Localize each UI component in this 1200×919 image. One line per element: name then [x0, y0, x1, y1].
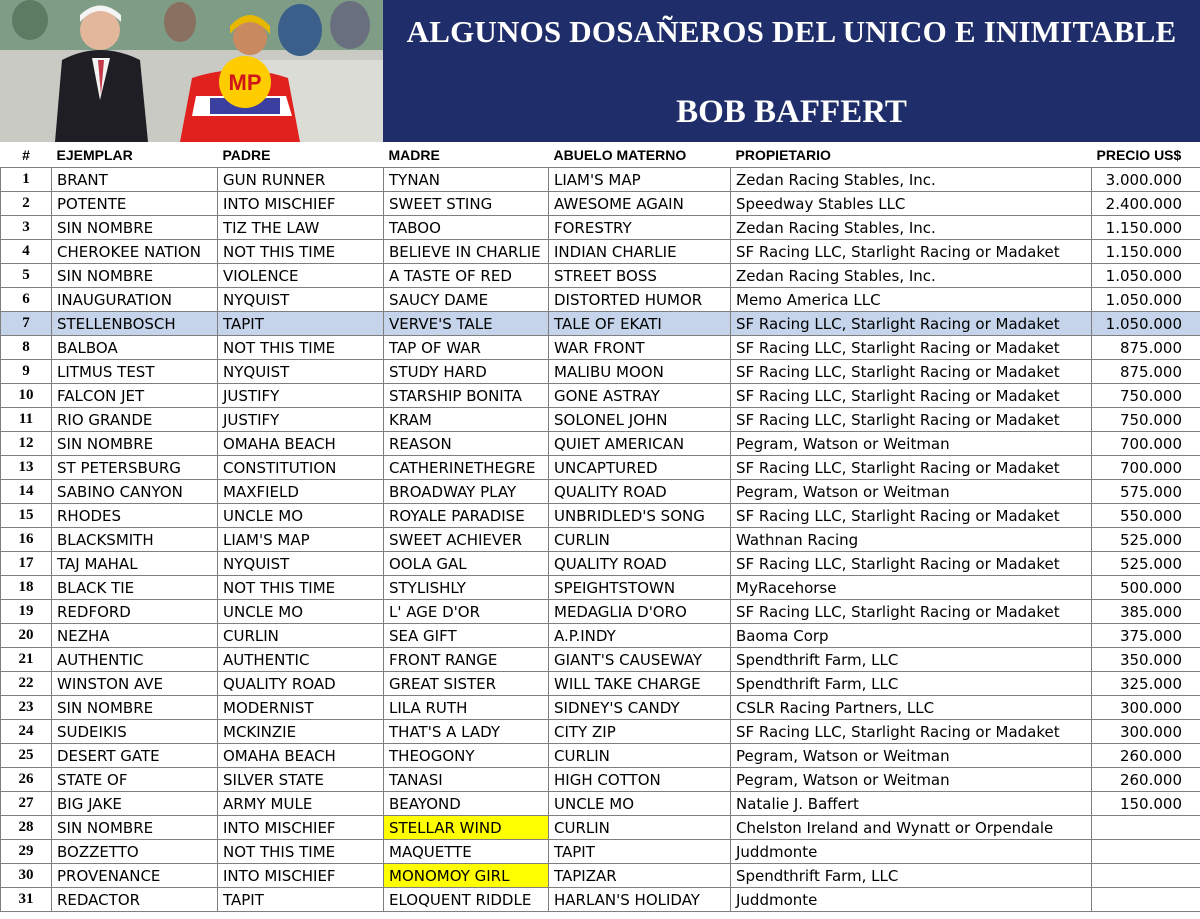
table-cell: 27 — [1, 792, 52, 816]
page-title: ALGUNOS DOSAÑEROS DEL UNICO E INIMITABLE — [406, 14, 1177, 49]
table-row — [1, 168, 1200, 192]
table-cell: TALE OF EKATI — [549, 312, 731, 336]
table-cell: CURLIN — [549, 744, 731, 768]
table-cell: 4 — [1, 240, 52, 264]
table-cell: Wathnan Racing — [731, 528, 1092, 552]
table-cell: UNCLE MO — [218, 504, 384, 528]
table-cell: Zedan Racing Stables, Inc. — [731, 264, 1092, 288]
table-row — [1, 528, 1200, 552]
table-cell: FRONT RANGE — [384, 648, 549, 672]
table-cell: SF Racing LLC, Starlight Racing or Madaket — [731, 312, 1092, 336]
table-cell: VERVE'S TALE — [384, 312, 549, 336]
table-cell: CURLIN — [549, 528, 731, 552]
table-cell: Natalie J. Baffert — [731, 792, 1092, 816]
table-cell: TAPIT — [218, 312, 384, 336]
table-cell: 26 — [1, 768, 52, 792]
table-cell: THEOGONY — [384, 744, 549, 768]
table-cell: Speedway Stables LLC — [731, 192, 1092, 216]
table-cell: NYQUIST — [218, 552, 384, 576]
table-cell: 385.000 — [1092, 600, 1200, 624]
table-cell: BLACKSMITH — [52, 528, 218, 552]
table-row — [1, 336, 1200, 360]
table-cell: SILVER STATE — [218, 768, 384, 792]
table-cell: 260.000 — [1092, 744, 1200, 768]
table-cell: 1.050.000 — [1092, 312, 1200, 336]
table-cell: 1.150.000 — [1092, 240, 1200, 264]
table-cell: SIN NOMBRE — [52, 432, 218, 456]
table-cell: QUALITY ROAD — [549, 480, 731, 504]
table-cell: 300.000 — [1092, 696, 1200, 720]
column-header: MADRE — [384, 142, 549, 168]
table-cell: SF Racing LLC, Starlight Racing or Madaket — [731, 600, 1092, 624]
table-cell: HIGH COTTON — [549, 768, 731, 792]
table-header-row — [1, 142, 1200, 168]
table-cell: INTO MISCHIEF — [218, 864, 384, 888]
table-cell: 31 — [1, 888, 52, 912]
table-cell: 1.050.000 — [1092, 288, 1200, 312]
table-cell: WAR FRONT — [549, 336, 731, 360]
table-cell: STUDY HARD — [384, 360, 549, 384]
table-cell: DISTORTED HUMOR — [549, 288, 731, 312]
table-cell: OOLA GAL — [384, 552, 549, 576]
table-cell: 2 — [1, 192, 52, 216]
table-cell: 1.150.000 — [1092, 216, 1200, 240]
table-cell: A TASTE OF RED — [384, 264, 549, 288]
table-row — [1, 408, 1200, 432]
table-cell: 2.400.000 — [1092, 192, 1200, 216]
table-cell: Zedan Racing Stables, Inc. — [731, 168, 1092, 192]
table-cell: SF Racing LLC, Starlight Racing or Madaket — [731, 456, 1092, 480]
table-cell: A.P.INDY — [549, 624, 731, 648]
table-cell: 3 — [1, 216, 52, 240]
table-cell: TAPIT — [218, 888, 384, 912]
table-row — [1, 720, 1200, 744]
column-header: PROPIETARIO — [731, 142, 1092, 168]
table-row — [1, 648, 1200, 672]
table-cell: SPEIGHTSTOWN — [549, 576, 731, 600]
table-cell: HARLAN'S HOLIDAY — [549, 888, 731, 912]
header-photo — [0, 0, 383, 142]
table-cell: AUTHENTIC — [52, 648, 218, 672]
table-cell: BOZZETTO — [52, 840, 218, 864]
table-cell: 28 — [1, 816, 52, 840]
table-cell: INTO MISCHIEF — [218, 816, 384, 840]
table-cell: NEZHA — [52, 624, 218, 648]
table-cell: JUSTIFY — [218, 408, 384, 432]
table-cell: LIAM'S MAP — [549, 168, 731, 192]
table-cell: BEAYOND — [384, 792, 549, 816]
column-header: PADRE — [218, 142, 384, 168]
table-cell: 29 — [1, 840, 52, 864]
table-cell: Pegram, Watson or Weitman — [731, 744, 1092, 768]
table-cell: 1.050.000 — [1092, 264, 1200, 288]
table-cell: 750.000 — [1092, 384, 1200, 408]
silks-badge-text: MP — [228, 70, 262, 95]
table-cell: 875.000 — [1092, 336, 1200, 360]
table-cell: Chelston Ireland and Wynatt or Orpendale — [731, 816, 1092, 840]
table-cell: MODERNIST — [218, 696, 384, 720]
table-cell: GONE ASTRAY — [549, 384, 731, 408]
table-cell: 1 — [1, 168, 52, 192]
table-row — [1, 600, 1200, 624]
table-row — [1, 840, 1200, 864]
table-cell: STELLAR WIND — [384, 816, 549, 840]
table-cell: SUDEIKIS — [52, 720, 218, 744]
table-cell: Baoma Corp — [731, 624, 1092, 648]
table-cell: UNCLE MO — [218, 600, 384, 624]
table-cell: 12 — [1, 432, 52, 456]
table-cell: UNBRIDLED'S SONG — [549, 504, 731, 528]
table-cell: 525.000 — [1092, 528, 1200, 552]
table-cell: SF Racing LLC, Starlight Racing or Madaket — [731, 552, 1092, 576]
table-cell: GIANT'S CAUSEWAY — [549, 648, 731, 672]
table-cell: SEA GIFT — [384, 624, 549, 648]
table-cell: CURLIN — [218, 624, 384, 648]
table-cell: 23 — [1, 696, 52, 720]
table-cell: AWESOME AGAIN — [549, 192, 731, 216]
table-cell: SWEET STING — [384, 192, 549, 216]
table-cell: 5 — [1, 264, 52, 288]
table-cell: 700.000 — [1092, 456, 1200, 480]
table-cell: NYQUIST — [218, 360, 384, 384]
table-cell: SF Racing LLC, Starlight Racing or Madaket — [731, 336, 1092, 360]
table-cell: SIN NOMBRE — [52, 696, 218, 720]
table-cell: POTENTE — [52, 192, 218, 216]
table-cell: 750.000 — [1092, 408, 1200, 432]
table-cell: 17 — [1, 552, 52, 576]
table-cell: Memo America LLC — [731, 288, 1092, 312]
table-cell: 875.000 — [1092, 360, 1200, 384]
table-cell: 18 — [1, 576, 52, 600]
table-cell: SF Racing LLC, Starlight Racing or Madaket — [731, 360, 1092, 384]
table-cell: 575.000 — [1092, 480, 1200, 504]
table-cell: UNCAPTURED — [549, 456, 731, 480]
table-cell: FALCON JET — [52, 384, 218, 408]
table-cell: SF Racing LLC, Starlight Racing or Madaket — [731, 240, 1092, 264]
table-cell: 10 — [1, 384, 52, 408]
table-cell: VIOLENCE — [218, 264, 384, 288]
horses-table — [0, 142, 1200, 912]
table-row — [1, 432, 1200, 456]
table-cell: LITMUS TEST — [52, 360, 218, 384]
table-cell: CONSTITUTION — [218, 456, 384, 480]
table-row — [1, 744, 1200, 768]
table-cell: 350.000 — [1092, 648, 1200, 672]
table-cell: SF Racing LLC, Starlight Racing or Madaket — [731, 384, 1092, 408]
table-cell: SF Racing LLC, Starlight Racing or Madaket — [731, 720, 1092, 744]
table-cell: TAPIZAR — [549, 864, 731, 888]
table-cell: Spendthrift Farm, LLC — [731, 648, 1092, 672]
table-cell: Pegram, Watson or Weitman — [731, 768, 1092, 792]
table-cell: WILL TAKE CHARGE — [549, 672, 731, 696]
table-cell: ELOQUENT RIDDLE — [384, 888, 549, 912]
table-cell: CHEROKEE NATION — [52, 240, 218, 264]
table-cell: SAUCY DAME — [384, 288, 549, 312]
table-cell: 9 — [1, 360, 52, 384]
table-cell: 375.000 — [1092, 624, 1200, 648]
table-cell: TAPIT — [549, 840, 731, 864]
table-cell: 7 — [1, 312, 52, 336]
table-cell: OMAHA BEACH — [218, 432, 384, 456]
table-row — [1, 240, 1200, 264]
table-cell: CURLIN — [549, 816, 731, 840]
table-cell: 30 — [1, 864, 52, 888]
table-cell: 3.000.000 — [1092, 168, 1200, 192]
table-row — [1, 480, 1200, 504]
table-cell: ROYALE PARADISE — [384, 504, 549, 528]
table-cell: NOT THIS TIME — [218, 336, 384, 360]
table-cell: 6 — [1, 288, 52, 312]
table-row — [1, 576, 1200, 600]
table-cell: Spendthrift Farm, LLC — [731, 864, 1092, 888]
table-cell: TABOO — [384, 216, 549, 240]
table-row — [1, 768, 1200, 792]
table-cell: GUN RUNNER — [218, 168, 384, 192]
table-cell: 22 — [1, 672, 52, 696]
table-cell: 150.000 — [1092, 792, 1200, 816]
table-cell: QUALITY ROAD — [549, 552, 731, 576]
table-cell: SABINO CANYON — [52, 480, 218, 504]
table-cell: MALIBU MOON — [549, 360, 731, 384]
table-cell: TANASI — [384, 768, 549, 792]
table-cell: BALBOA — [52, 336, 218, 360]
title-banner — [383, 0, 1200, 142]
page-subtitle: BOB BAFFERT — [676, 94, 907, 130]
trainer-jockey-photo — [0, 0, 383, 142]
table-cell: SIN NOMBRE — [52, 264, 218, 288]
column-header: ABUELO MATERNO — [549, 142, 731, 168]
table-row — [1, 696, 1200, 720]
table-row — [1, 288, 1200, 312]
table-cell: AUTHENTIC — [218, 648, 384, 672]
table-cell: L' AGE D'OR — [384, 600, 549, 624]
table-cell: REASON — [384, 432, 549, 456]
table-cell: OMAHA BEACH — [218, 744, 384, 768]
table-cell — [1092, 864, 1200, 888]
table-cell: THAT'S A LADY — [384, 720, 549, 744]
table-cell — [1092, 888, 1200, 912]
table-cell: BIG JAKE — [52, 792, 218, 816]
table-cell: QUALITY ROAD — [218, 672, 384, 696]
table-cell: 16 — [1, 528, 52, 552]
table-cell: DESERT GATE — [52, 744, 218, 768]
table-cell: SIN NOMBRE — [52, 816, 218, 840]
table-cell: MAQUETTE — [384, 840, 549, 864]
table-cell: TAJ MAHAL — [52, 552, 218, 576]
table-cell: ST PETERSBURG — [52, 456, 218, 480]
table-cell: SOLONEL JOHN — [549, 408, 731, 432]
table-cell: LIAM'S MAP — [218, 528, 384, 552]
table-row — [1, 864, 1200, 888]
table-cell: TAP OF WAR — [384, 336, 549, 360]
table-cell: BRANT — [52, 168, 218, 192]
table-cell: CATHERINETHEGRE — [384, 456, 549, 480]
table-cell: 11 — [1, 408, 52, 432]
table-cell — [1092, 840, 1200, 864]
table-cell: SF Racing LLC, Starlight Racing or Madaket — [731, 504, 1092, 528]
table-cell: Zedan Racing Stables, Inc. — [731, 216, 1092, 240]
table-cell: 20 — [1, 624, 52, 648]
table-cell: INAUGURATION — [52, 288, 218, 312]
table-cell: TIZ THE LAW — [218, 216, 384, 240]
table-cell: NOT THIS TIME — [218, 576, 384, 600]
table-cell: 8 — [1, 336, 52, 360]
table-row — [1, 504, 1200, 528]
table-cell: LILA RUTH — [384, 696, 549, 720]
table-cell: 21 — [1, 648, 52, 672]
table-cell: SIDNEY'S CANDY — [549, 696, 731, 720]
table-cell: Pegram, Watson or Weitman — [731, 480, 1092, 504]
table-cell: 19 — [1, 600, 52, 624]
table-cell: 24 — [1, 720, 52, 744]
table-cell: 525.000 — [1092, 552, 1200, 576]
table-cell: STYLISHLY — [384, 576, 549, 600]
table-cell: STARSHIP BONITA — [384, 384, 549, 408]
table-cell: Spendthrift Farm, LLC — [731, 672, 1092, 696]
table-cell: INTO MISCHIEF — [218, 192, 384, 216]
table-cell: MEDAGLIA D'ORO — [549, 600, 731, 624]
table-row — [1, 264, 1200, 288]
table-cell: FORESTRY — [549, 216, 731, 240]
table-cell: QUIET AMERICAN — [549, 432, 731, 456]
table-cell: 550.000 — [1092, 504, 1200, 528]
table-row — [1, 552, 1200, 576]
table-cell: 15 — [1, 504, 52, 528]
table-cell: SF Racing LLC, Starlight Racing or Madaket — [731, 408, 1092, 432]
table-cell: 260.000 — [1092, 768, 1200, 792]
table-cell: 325.000 — [1092, 672, 1200, 696]
table-cell: MyRacehorse — [731, 576, 1092, 600]
table-cell: 300.000 — [1092, 720, 1200, 744]
table-cell — [1092, 816, 1200, 840]
table-cell: REDFORD — [52, 600, 218, 624]
table-cell: TYNAN — [384, 168, 549, 192]
table-cell: REDACTOR — [52, 888, 218, 912]
table-row — [1, 216, 1200, 240]
table-cell: Juddmonte — [731, 840, 1092, 864]
table-cell: CITY ZIP — [549, 720, 731, 744]
table-cell: MCKINZIE — [218, 720, 384, 744]
column-header: EJEMPLAR — [52, 142, 218, 168]
table-cell: ARMY MULE — [218, 792, 384, 816]
table-cell: MONOMOY GIRL — [384, 864, 549, 888]
table-cell: RIO GRANDE — [52, 408, 218, 432]
table-cell: BLACK TIE — [52, 576, 218, 600]
table-cell: STREET BOSS — [549, 264, 731, 288]
table-cell: MAXFIELD — [218, 480, 384, 504]
table-cell: 700.000 — [1092, 432, 1200, 456]
table-cell: 14 — [1, 480, 52, 504]
table-cell: NYQUIST — [218, 288, 384, 312]
table-cell: INDIAN CHARLIE — [549, 240, 731, 264]
column-header: # — [1, 142, 52, 168]
table-row — [1, 360, 1200, 384]
table-cell: SIN NOMBRE — [52, 216, 218, 240]
table-row — [1, 456, 1200, 480]
table-row — [1, 384, 1200, 408]
table-cell: STATE OF — [52, 768, 218, 792]
table-cell: 25 — [1, 744, 52, 768]
table-cell: CSLR Racing Partners, LLC — [731, 696, 1092, 720]
table-cell: 13 — [1, 456, 52, 480]
table-cell: BELIEVE IN CHARLIE — [384, 240, 549, 264]
table-cell: KRAM — [384, 408, 549, 432]
table-cell: WINSTON AVE — [52, 672, 218, 696]
table-row — [1, 672, 1200, 696]
table-cell: NOT THIS TIME — [218, 240, 384, 264]
column-header: PRECIO US$ — [1092, 142, 1200, 168]
table-cell: STELLENBOSCH — [52, 312, 218, 336]
table-row — [1, 312, 1200, 336]
table-row — [1, 792, 1200, 816]
table-row — [1, 816, 1200, 840]
table-cell: PROVENANCE — [52, 864, 218, 888]
table-cell: JUSTIFY — [218, 384, 384, 408]
table-cell: RHODES — [52, 504, 218, 528]
table-row — [1, 192, 1200, 216]
table-cell: Juddmonte — [731, 888, 1092, 912]
table-cell: 500.000 — [1092, 576, 1200, 600]
table-cell: UNCLE MO — [549, 792, 731, 816]
table-cell: Pegram, Watson or Weitman — [731, 432, 1092, 456]
table-cell: SWEET ACHIEVER — [384, 528, 549, 552]
table-cell: NOT THIS TIME — [218, 840, 384, 864]
table-cell: BROADWAY PLAY — [384, 480, 549, 504]
table-row — [1, 888, 1200, 912]
table-row — [1, 624, 1200, 648]
table-cell: GREAT SISTER — [384, 672, 549, 696]
